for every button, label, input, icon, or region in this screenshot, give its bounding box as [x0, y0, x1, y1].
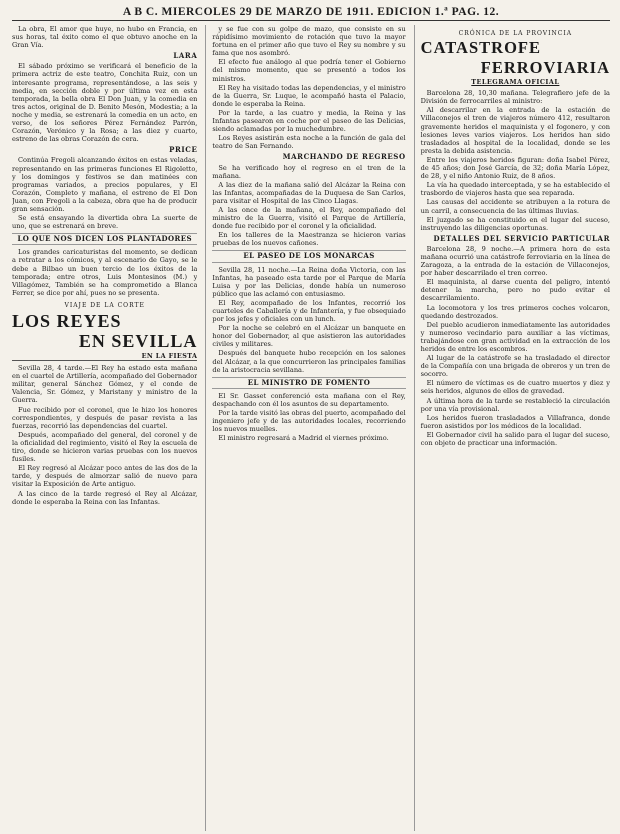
columns	[12, 25, 610, 831]
paragraph: En los talleres de la Maestranza se hicieron varias pruebas de los nuevos cañones.	[212, 231, 406, 248]
paragraph: Al descarrilar en la entrada de la estación de Villaconejos el tren de viajeros número 412, resultaron gravemente heridos el maquinista y el fogonero, y con lesiones leves varios viajeros. Los heridos han sido trasladados al hospital de la localidad, donde se les presta la debida asistencia.	[420, 106, 610, 155]
paragraph: El ministro regresará a Madrid el viernes próximo.	[218, 434, 389, 443]
paragraph: La vía ha quedado interceptada, y se ha establecido el trasbordo de viajeros hasta que sea reparada.	[420, 181, 610, 198]
section-heading-marchando: MARCHANDO DE REGRESO	[282, 152, 406, 162]
paragraph: El efecto fue análogo al que podría tener el Gobierno del mismo momento, que se presentó a todos los ministros.	[212, 58, 406, 83]
headline-ferroviaria: FERROVIARIA	[480, 57, 610, 77]
detalles-text	[421, 245, 610, 447]
section-heading-planes: LO QUE NOS DICEN LOS PLANTADORES	[12, 233, 197, 245]
paragraph: El Sr. Gasset conferenció esta mañana con el Rey, despachando con él los asuntos de su departamento.	[212, 391, 406, 408]
paragraph: Sevilla 28, 11 noche.—La Reina doña Victoria, con las Infantas, ha paseado esta tarde por el Parque de María Luisa y por las Delicias, donde había un numeroso público que las aclamó con entusiasmo.	[212, 265, 406, 298]
section-heading-price: PRICE	[169, 145, 198, 155]
paragraph: El número de víctimas es de cuatro muertos y diez y seis heridos, algunos de ellos de gravedad.	[420, 379, 610, 396]
paragraph: Del pueblo acudieron inmediatamente las autoridades y numeroso vecindario para auxiliar a las víctimas, trabajándose con gran actividad en la extracción de los heridos de entre los escombros.	[420, 320, 610, 353]
planes-text	[12, 248, 197, 297]
paragraph: Después del banquete hubo recepción en los salones del Alcázar, a la que concurrieron las principales familias de la aristocracia sevillana.	[212, 349, 406, 374]
paragraph: El Gobernador civil ha salido para el lugar del suceso, con objeto de practicar una información.	[420, 430, 610, 448]
marchando-text	[212, 164, 405, 248]
section-kicker-viaje: VIAJE DE LA CORTE	[64, 301, 145, 309]
column-right	[414, 25, 610, 831]
paragraph: Barcelona 28, 9 noche.—A primera hora de esta mañana ocurrió una catástrofe ferroviaria en la línea de Zaragoza, a la entrada de la estación de Villaconejos, por haber descarrilado el tren correo.	[420, 244, 610, 278]
paragraph: Las causas del accidente se atribuyen a la rotura de un carril, a consecuencia de las últimas lluvias.	[420, 198, 610, 215]
paragraph: El sábado próximo se verificará el beneficio de la primera actriz de este teatro, Conchita Ruiz, con un interesante programa, representándose, a las seis y media, en sección doble y por última vez en esta temporada, la bella obra El Don Juan, y la comedia en tres actos, original de D. Benito Mesón, Modestia; a la noche y media, se estrenará la comedia en un acto, en verso, de los señores Pérez Fernández Parrón, Corazón, Verónico y la Rosa; a las diez y cuarto, estreno de las obras Corazón de cera.	[12, 62, 198, 144]
paragraph: A última hora de la tarde se restableció la circulación por una vía provisional.	[420, 396, 610, 413]
headline-sevilla: EN SEVILLA	[78, 331, 198, 351]
paragraph: La locomotora y los tres primeros coches volcaron, quedando destrozados.	[420, 303, 610, 320]
paragraph: Sevilla 28, 4 tarde.—El Rey ha estado esta mañana en el cuartel de Artillería, acompañado del Gobernador militar, general Sánchez Gómez, y el conde de Valencia, Sr. Gómez, y Maristany y ministro de la Guerra.	[12, 364, 198, 405]
subhead-fiesta: EN LA FIESTA	[12, 352, 197, 361]
paragraph: Por la noche se celebró en el Alcázar un banquete en honor del Gobernador, al que asistieron las autoridades civiles y militares.	[212, 324, 406, 349]
paragraph: Continúa Fregoli alcanzando éxitos en estas veladas, representando en las primeras funciones El Rigoletto, y los domingos y festivos se dan matinées con programas variados, a precios populares, y El Corazón, Completo y mañana, el estreno de El Don Juan, con Fregoli a la cabeza, obra que ha de producir gran sensación.	[12, 156, 198, 213]
paragraph: La obra, El amor que huye, no hubo en Francia, en sus horas, tal éxito como el que obtuvo anoche en la Gran Vía.	[12, 25, 198, 50]
paragraph: Entre los viajeros heridos figuran: doña Isabel Pérez, de 45 años; don José García, de 32; doña María López, de 28, y el niño Antonio Ruiz, de 8 años.	[420, 155, 610, 181]
paragraph: El Rey, acompañado de los Infantes, recorrió los cuarteles de Caballería y de Infantería, y fue obsequiado por los jefes y oficiales con un lunch.	[212, 298, 406, 324]
intro-text	[12, 25, 197, 49]
paragraph: Al lugar de la catástrofe se ha trasladado el director de la Compañía con una brigada de obreros y un tren de socorro.	[420, 354, 610, 379]
paseo-text	[212, 266, 405, 374]
paragraph: Barcelona 28, 10,30 mañana. Telegrafiero jefe de la División de ferrocarriles al ministro:	[420, 89, 610, 106]
paragraph: A las diez de la mañana salió del Alcázar la Reina con las Infantas, acompañadas de la Duquesa de San Carlos, para visitar el Hospital de las Cinco Llagas.	[212, 180, 406, 205]
paragraph: Se está ensayando la divertida obra La suerte de uno, que se estrenará en breve.	[12, 214, 198, 231]
column-left	[12, 25, 197, 831]
visit-text	[212, 58, 405, 150]
section-kicker-provincia: CRÓNICA DE LA PROVINCIA	[458, 30, 573, 37]
paragraph: Fue recibido por el coronel, que le hizo los honores correspondientes, y después de pasar revista a las fuerzas, recorrió las dependencias del cuartel.	[12, 405, 198, 430]
headline-reyes: LOS REYES	[12, 311, 122, 331]
subhead-telegrama: TELEGRAMA OFICIAL	[471, 78, 560, 87]
paragraph: El juzgado se ha constituido en el lugar del suceso, instruyendo las diligencias oportunas.	[420, 215, 610, 232]
paragraph: Después, acompañado del general, del coronel y de la oficialidad del regimiento, visitó el Rey la escuela de tiro, donde se hicieron varias pruebas con los nuevos fusiles.	[12, 430, 198, 464]
paragraph: Por la tarde, a las cuatro y media, la Reina y las Infantas pasearon en coche por el paseo de las Delicias, siendo aclamadas por la muchedumbre.	[212, 108, 406, 134]
paragraph: El Rey ha visitado todas las dependencias, y el ministro de la Guerra, Sr. Luque, le acompañó hasta el Palacio, donde le esperaba la Reina.	[212, 83, 406, 108]
section-heading-lara: LARA	[173, 51, 198, 61]
paragraph: El Rey regresó al Alcázar poco antes de las dos de la tarde, y después de almorzar salió de nuevo para visitar la Exposición de Arte antiguo.	[12, 464, 198, 489]
sevilla-text	[12, 364, 197, 506]
section-heading-paseo: EL PASEO DE LOS MONARCAS	[212, 250, 405, 262]
paragraph: A las cinco de la tarde regresó el Rey al Alcázar, donde le esperaba la Reina con las Infantas.	[12, 489, 198, 506]
section-heading-detalles: DETALLES DEL SERVICIO PARTICULAR	[433, 233, 610, 243]
page-masthead: A B C. MIERCOLES 29 DE MARZO DE 1911. EDICION 1.ª PAG. 12.	[12, 6, 610, 21]
section-heading-ministro: EL MINISTRO DE FOMENTO	[212, 377, 405, 389]
paragraph: Se ha verificado hoy el regreso en el tren de la mañana.	[212, 163, 406, 180]
paragraph: y se fue con su golpe de mazo, que consiste en su rápidísimo movimiento de rotación que tuvo la mayor fortuna en el primer año que tuvo el Rey su nombre y su fama que nos asombró.	[212, 25, 406, 58]
paragraph: Los Reyes asistirán esta noche a la función de gala del teatro de San Fernando.	[212, 134, 406, 151]
paragraph: Los grandes caricaturistas del momento, se dedican a retratar a los cómicos, y al escenario de Gayo, se le debe a Bilbao un buen tercio de los éxitos de la temporada; entre otros, Luis Montesinos (M.) y Villagómez, También se ha comprometido a Blanca Ferrer, se dice por ahí, pues no se presenta.	[12, 248, 198, 297]
paragraph: Por la tarde visitó las obras del puerto, acompañado del ingeniero jefe y de las autoridades locales, recorriendo los nuevos muelles.	[212, 409, 406, 434]
column-middle	[205, 25, 405, 831]
lara-text	[12, 62, 197, 143]
continuation-text	[212, 25, 405, 57]
paragraph: Los heridos fueron trasladados a Villafranca, donde fueron asistidos por los médicos de la localidad.	[420, 413, 610, 430]
headline-catastrofe: CATASTROFE	[420, 38, 541, 58]
paragraph: A las once de la mañana, el Rey, acompañado del ministro de la Guerra, visitó el Parque de Artillería, donde fue recibido por el coronel y la oficialidad.	[212, 205, 406, 231]
telegrama-text	[421, 89, 610, 232]
ministro-text	[212, 392, 405, 443]
price-text	[12, 156, 197, 230]
paragraph: El maquinista, al darse cuenta del peligro, intentó detener la marcha, pero no pudo evitar el descarrilamiento.	[420, 278, 610, 303]
